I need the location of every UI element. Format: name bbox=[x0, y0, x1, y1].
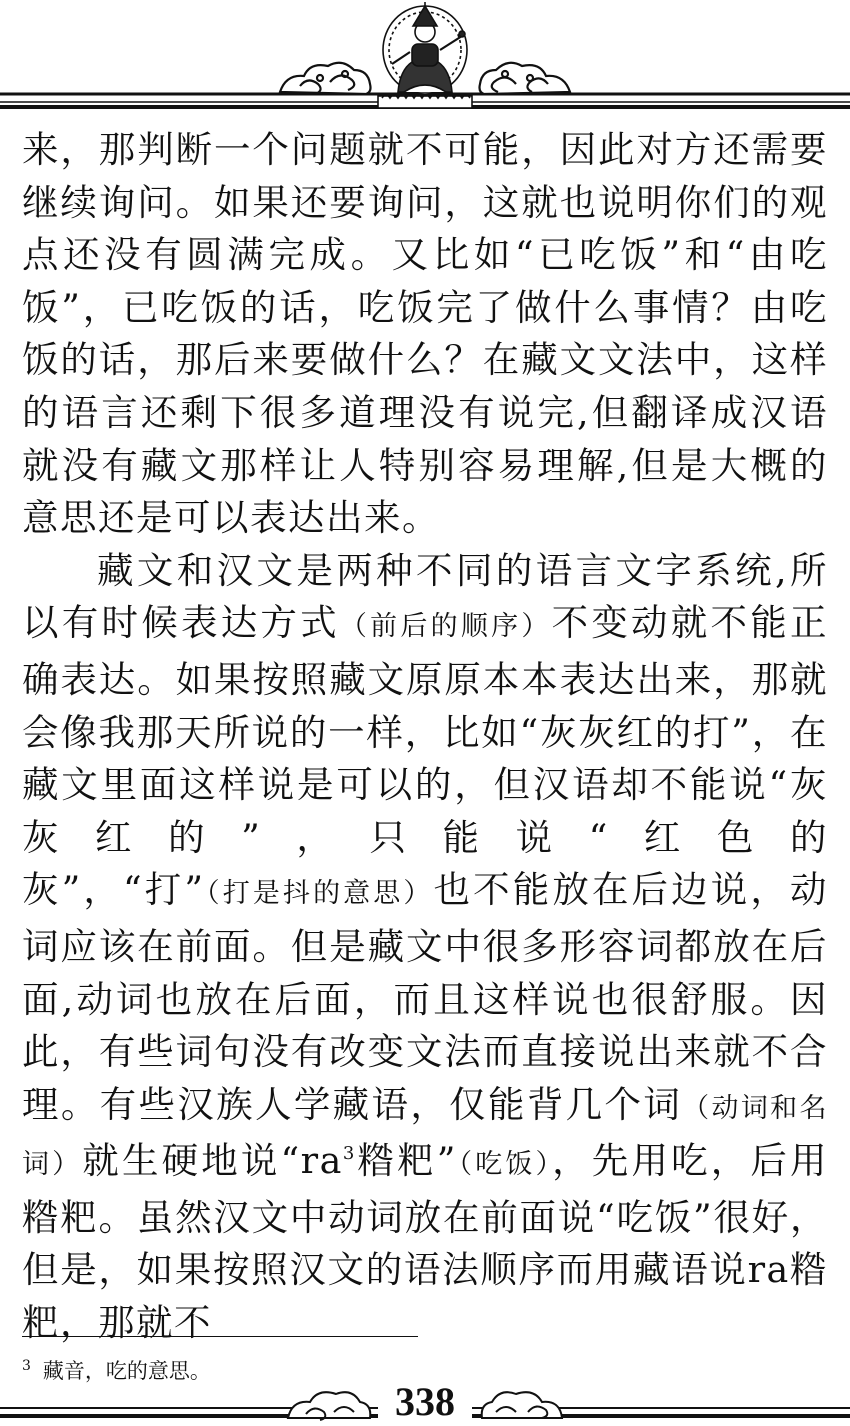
page-header-ornament bbox=[0, 0, 850, 118]
parenthetical-eat-meal: （吃饭） bbox=[456, 1149, 553, 1181]
parenthetical-verb-noun: （动词和名词） bbox=[22, 1092, 829, 1181]
deity-figure-icon bbox=[378, 2, 472, 108]
paragraph-2-part-3: 也不能放在后边说，动词应该在前面。但是藏文中很多形容词都放在后面,动词也放在后面，而且这样说也很舒服。因此，有些词句没有改变文法而直接说出来就不合理。有些汉族人学藏语，仅能背几个词 bbox=[22, 868, 828, 1126]
paragraph-2-part-4: 就生硬地说“ra bbox=[82, 1139, 343, 1183]
paragraph-2-part-2: 不变动就不能正确表达。如果按照藏文原原本本表达出来，那就会像我那天所说的一样，比如“灰灰红的打”，在藏文里面这样说是可以的，但汉语却不能说“灰灰红的”，只能说“红色的灰”，“打” bbox=[22, 601, 829, 912]
paragraph-2-part-6: ，先用吃，后用糌粑。虽然汉文中动词放在前面说“吃饭”很好，但是，如果按照汉文的语法顺序而用藏语说ra糌粑，那就不 bbox=[22, 1139, 829, 1345]
left-cloud-icon bbox=[280, 63, 371, 94]
paragraph-2-part-1: 藏文和汉文是两种不同的语言文字系统,所以有时候表达方式 bbox=[22, 548, 828, 645]
footnote-number: 3 bbox=[22, 1358, 31, 1374]
right-cloud-icon bbox=[480, 63, 571, 94]
footnote-text: 藏音，吃的意思。 bbox=[42, 1359, 211, 1383]
main-text bbox=[22, 124, 828, 1350]
parenthetical-order: （前后的顺序） bbox=[339, 611, 552, 643]
footnote-ref[interactable]: 3 bbox=[342, 1143, 356, 1165]
header-ornament-graphic bbox=[0, 0, 850, 118]
paragraph-2-part-5: 糌粑” bbox=[355, 1139, 457, 1183]
paragraph-2 bbox=[22, 545, 828, 1350]
footnote-divider bbox=[22, 1336, 418, 1337]
paragraph-1: 来，那判断一个问题就不可能，因此对方还需要继续询问。如果还要询问，这就也说明你们的观点还没有圆满完成。又比如“已吃饭”和“由吃饭”，已吃饭的话，吃饭完了做什么事情？由吃饭的话，那后来要做什么？在藏文文法中，这样的语言还剩下很多道理没有说完,但翻译成汉语就没有藏文那样让人特别容易理解,但是大概的意思还是可以表达出来。 bbox=[22, 128, 828, 540]
page-number: 338 bbox=[395, 1379, 455, 1424]
parenthetical-da-meaning: （打是抖的意思） bbox=[204, 878, 434, 910]
